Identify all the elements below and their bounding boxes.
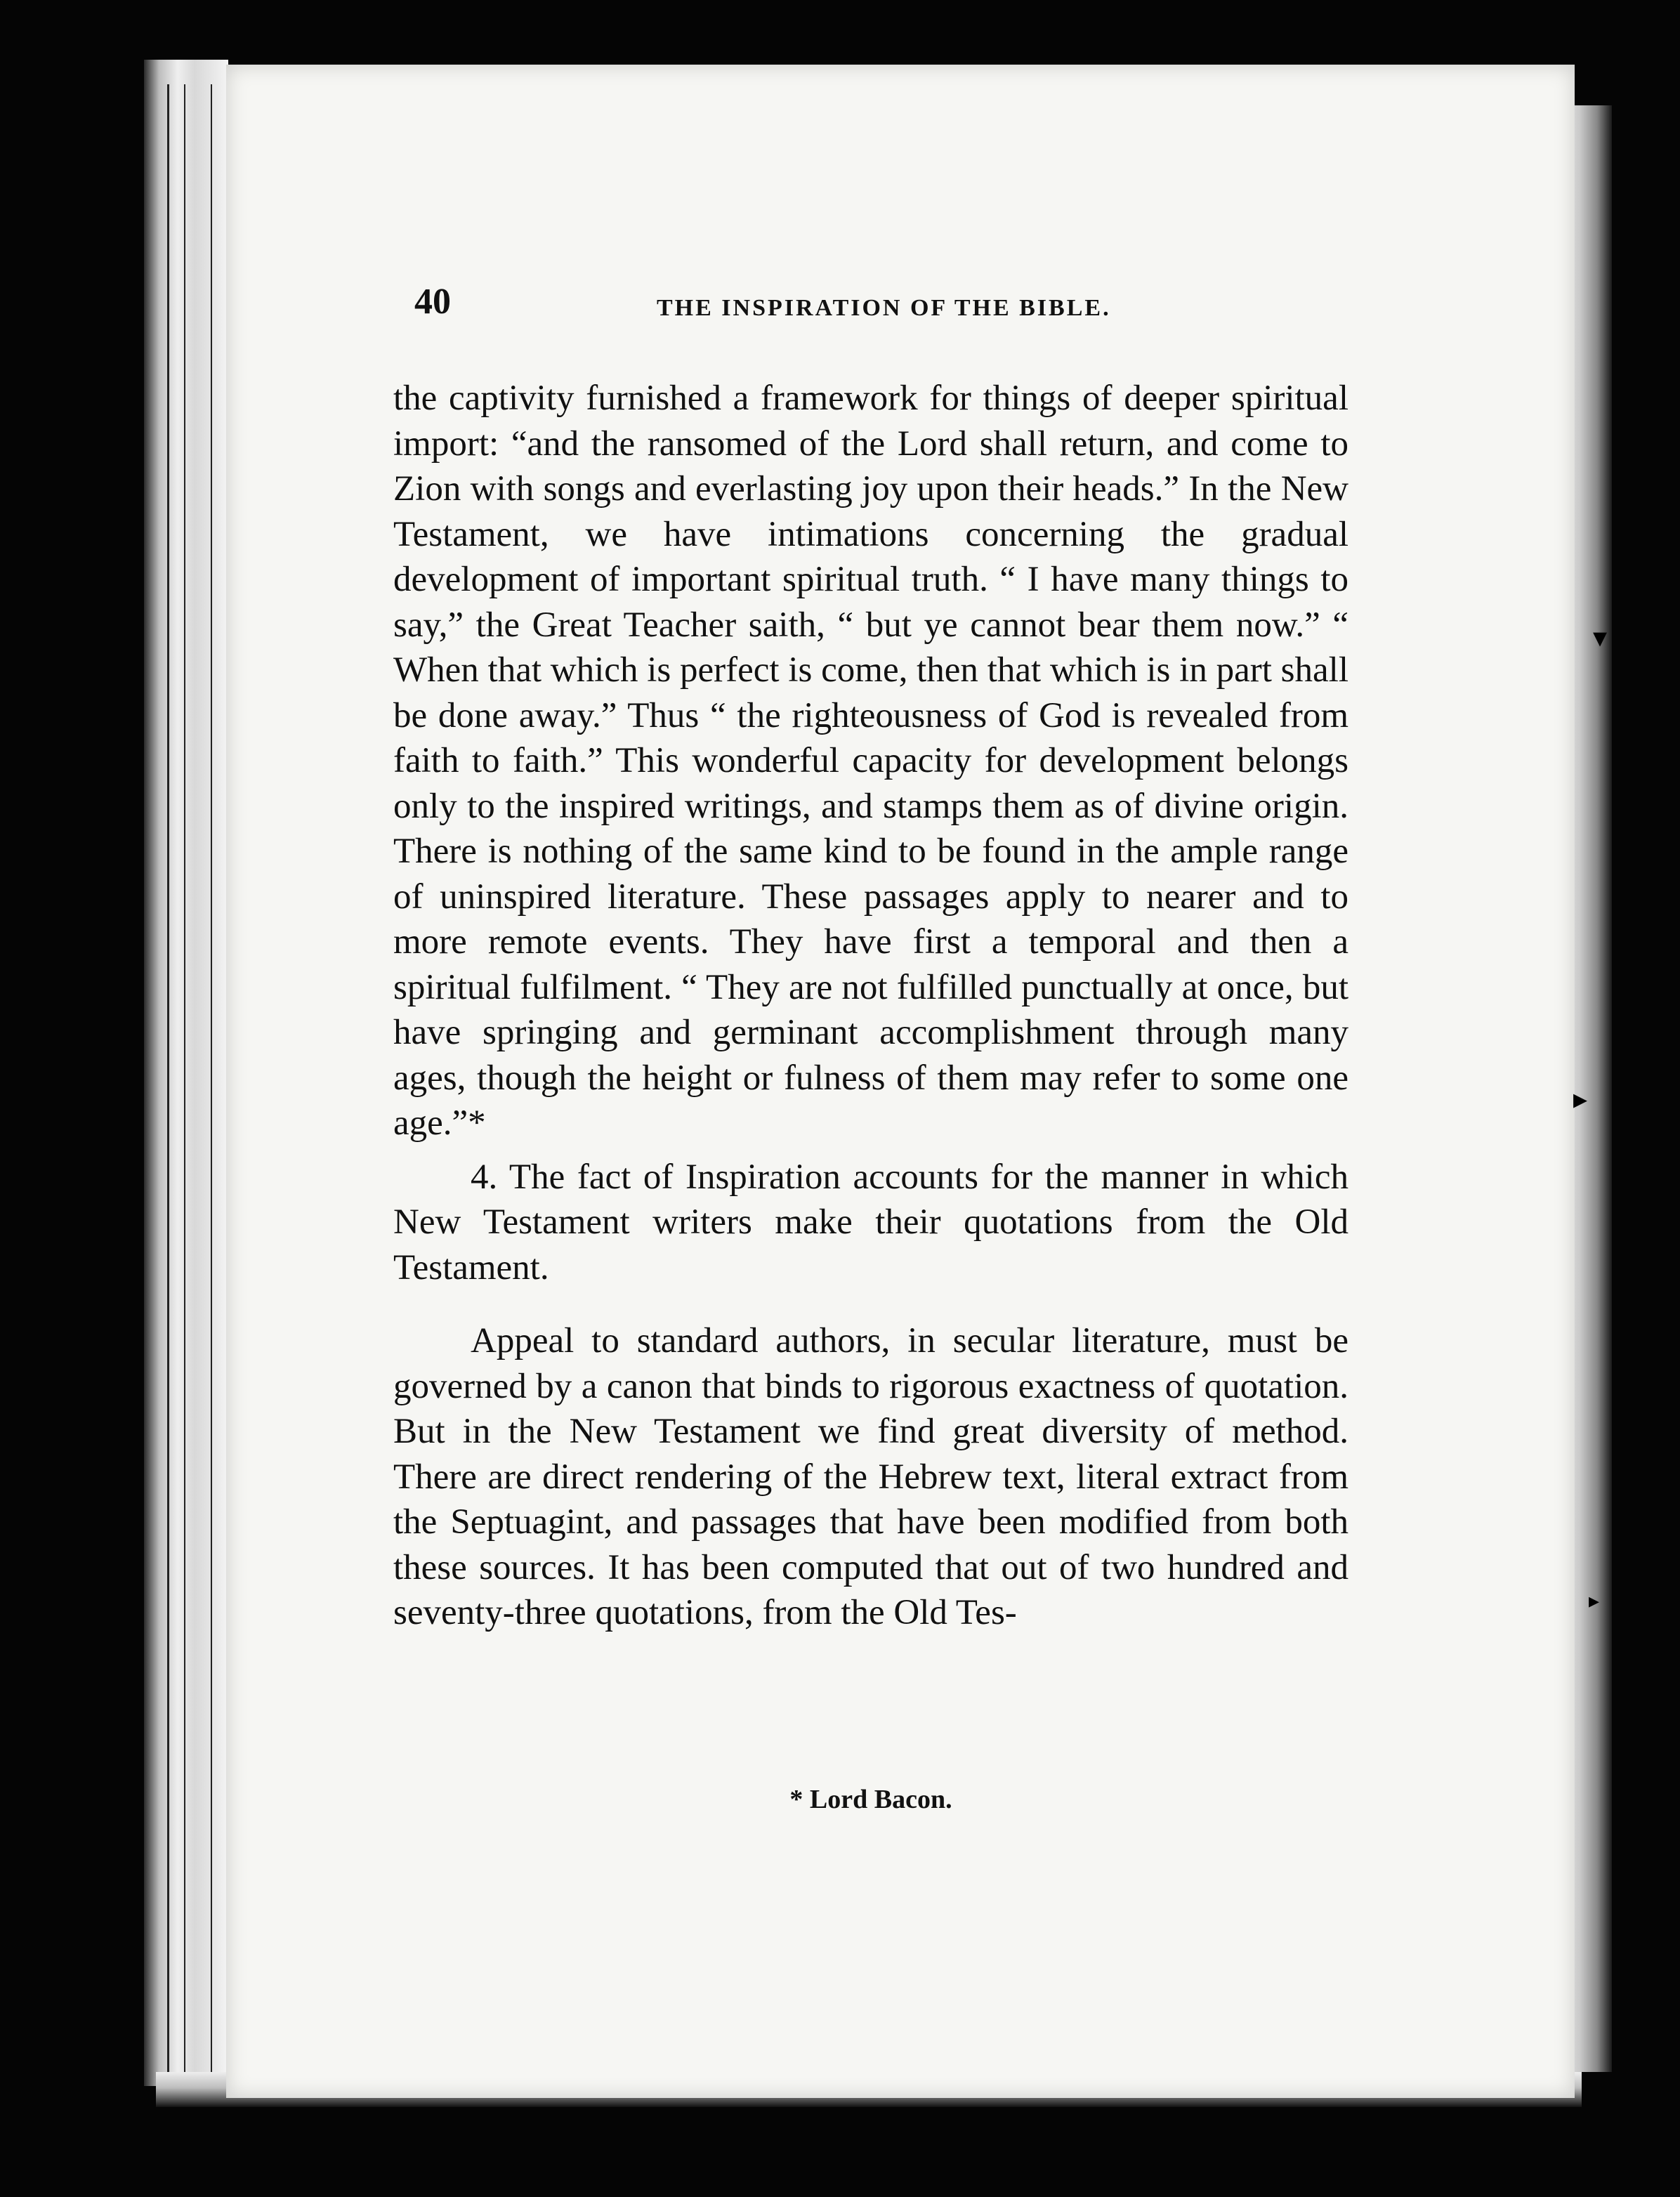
margin-arrow-icon: ▾	[1593, 622, 1608, 654]
paragraph: the captivity furnished a framework for things of deeper spiritual import: “and the ransomed of the Lord shall return, and come to Zion with songs and everlasting joy upon their heads.” In the New Testament, we have intimations concerning the gradual development of important spiritual truth. “ I have many things to say,” the Great Teacher saith, “ but ye cannot bear them now.” “ When that which is perfect is come, then that which is in part shall be done away.” Thus “ the righteousness of God is revealed from faith to faith.” This wonderful capacity for development belongs only to the inspired writings, and stamps them as of divine origin. There is nothing of the same kind to be found in the ample range of uninspired literature. These passages apply to nearer and to more remote events. They have first a temporal and then a spiritual fulfilment. “ They are not fulfilled punctually at once, but have springing and germinant accomplishment through many ages, though the height or fulness of them may refer to some one age.”*	[393, 379, 1348, 1143]
running-head: THE INSPIRATION OF THE BIBLE.	[657, 295, 1111, 321]
body-text	[393, 376, 1348, 1636]
margin-arrow-icon: ▸	[1589, 1589, 1600, 1613]
book-left-edge	[144, 60, 228, 2086]
page-header	[414, 281, 1194, 330]
page-number: 40	[414, 282, 451, 322]
page-stack-line	[184, 84, 185, 2079]
paragraph: 4. The fact of Inspiration accounts for the manner in which New Testament writers make their quotations from the Old Testament.	[393, 1157, 1348, 1287]
paragraph: Appeal to standard authors, in secular literature, must be governed by a canon that binds to rigorous exactness of quotation. But in the New Testament we find great diversity of method. There are direct rendering of the Hebrew text, literal extract from the Septuagint, and passages that have been modified from both these sources. It has been computed that out of two hundred and seventy-three quotations, from the Old Tes-	[393, 1321, 1348, 1632]
page-stack-line	[167, 84, 169, 2079]
margin-arrow-icon: ▸	[1573, 1083, 1588, 1115]
footnote: * Lord Bacon.	[789, 1785, 952, 1814]
page-stack-line	[211, 84, 212, 2079]
